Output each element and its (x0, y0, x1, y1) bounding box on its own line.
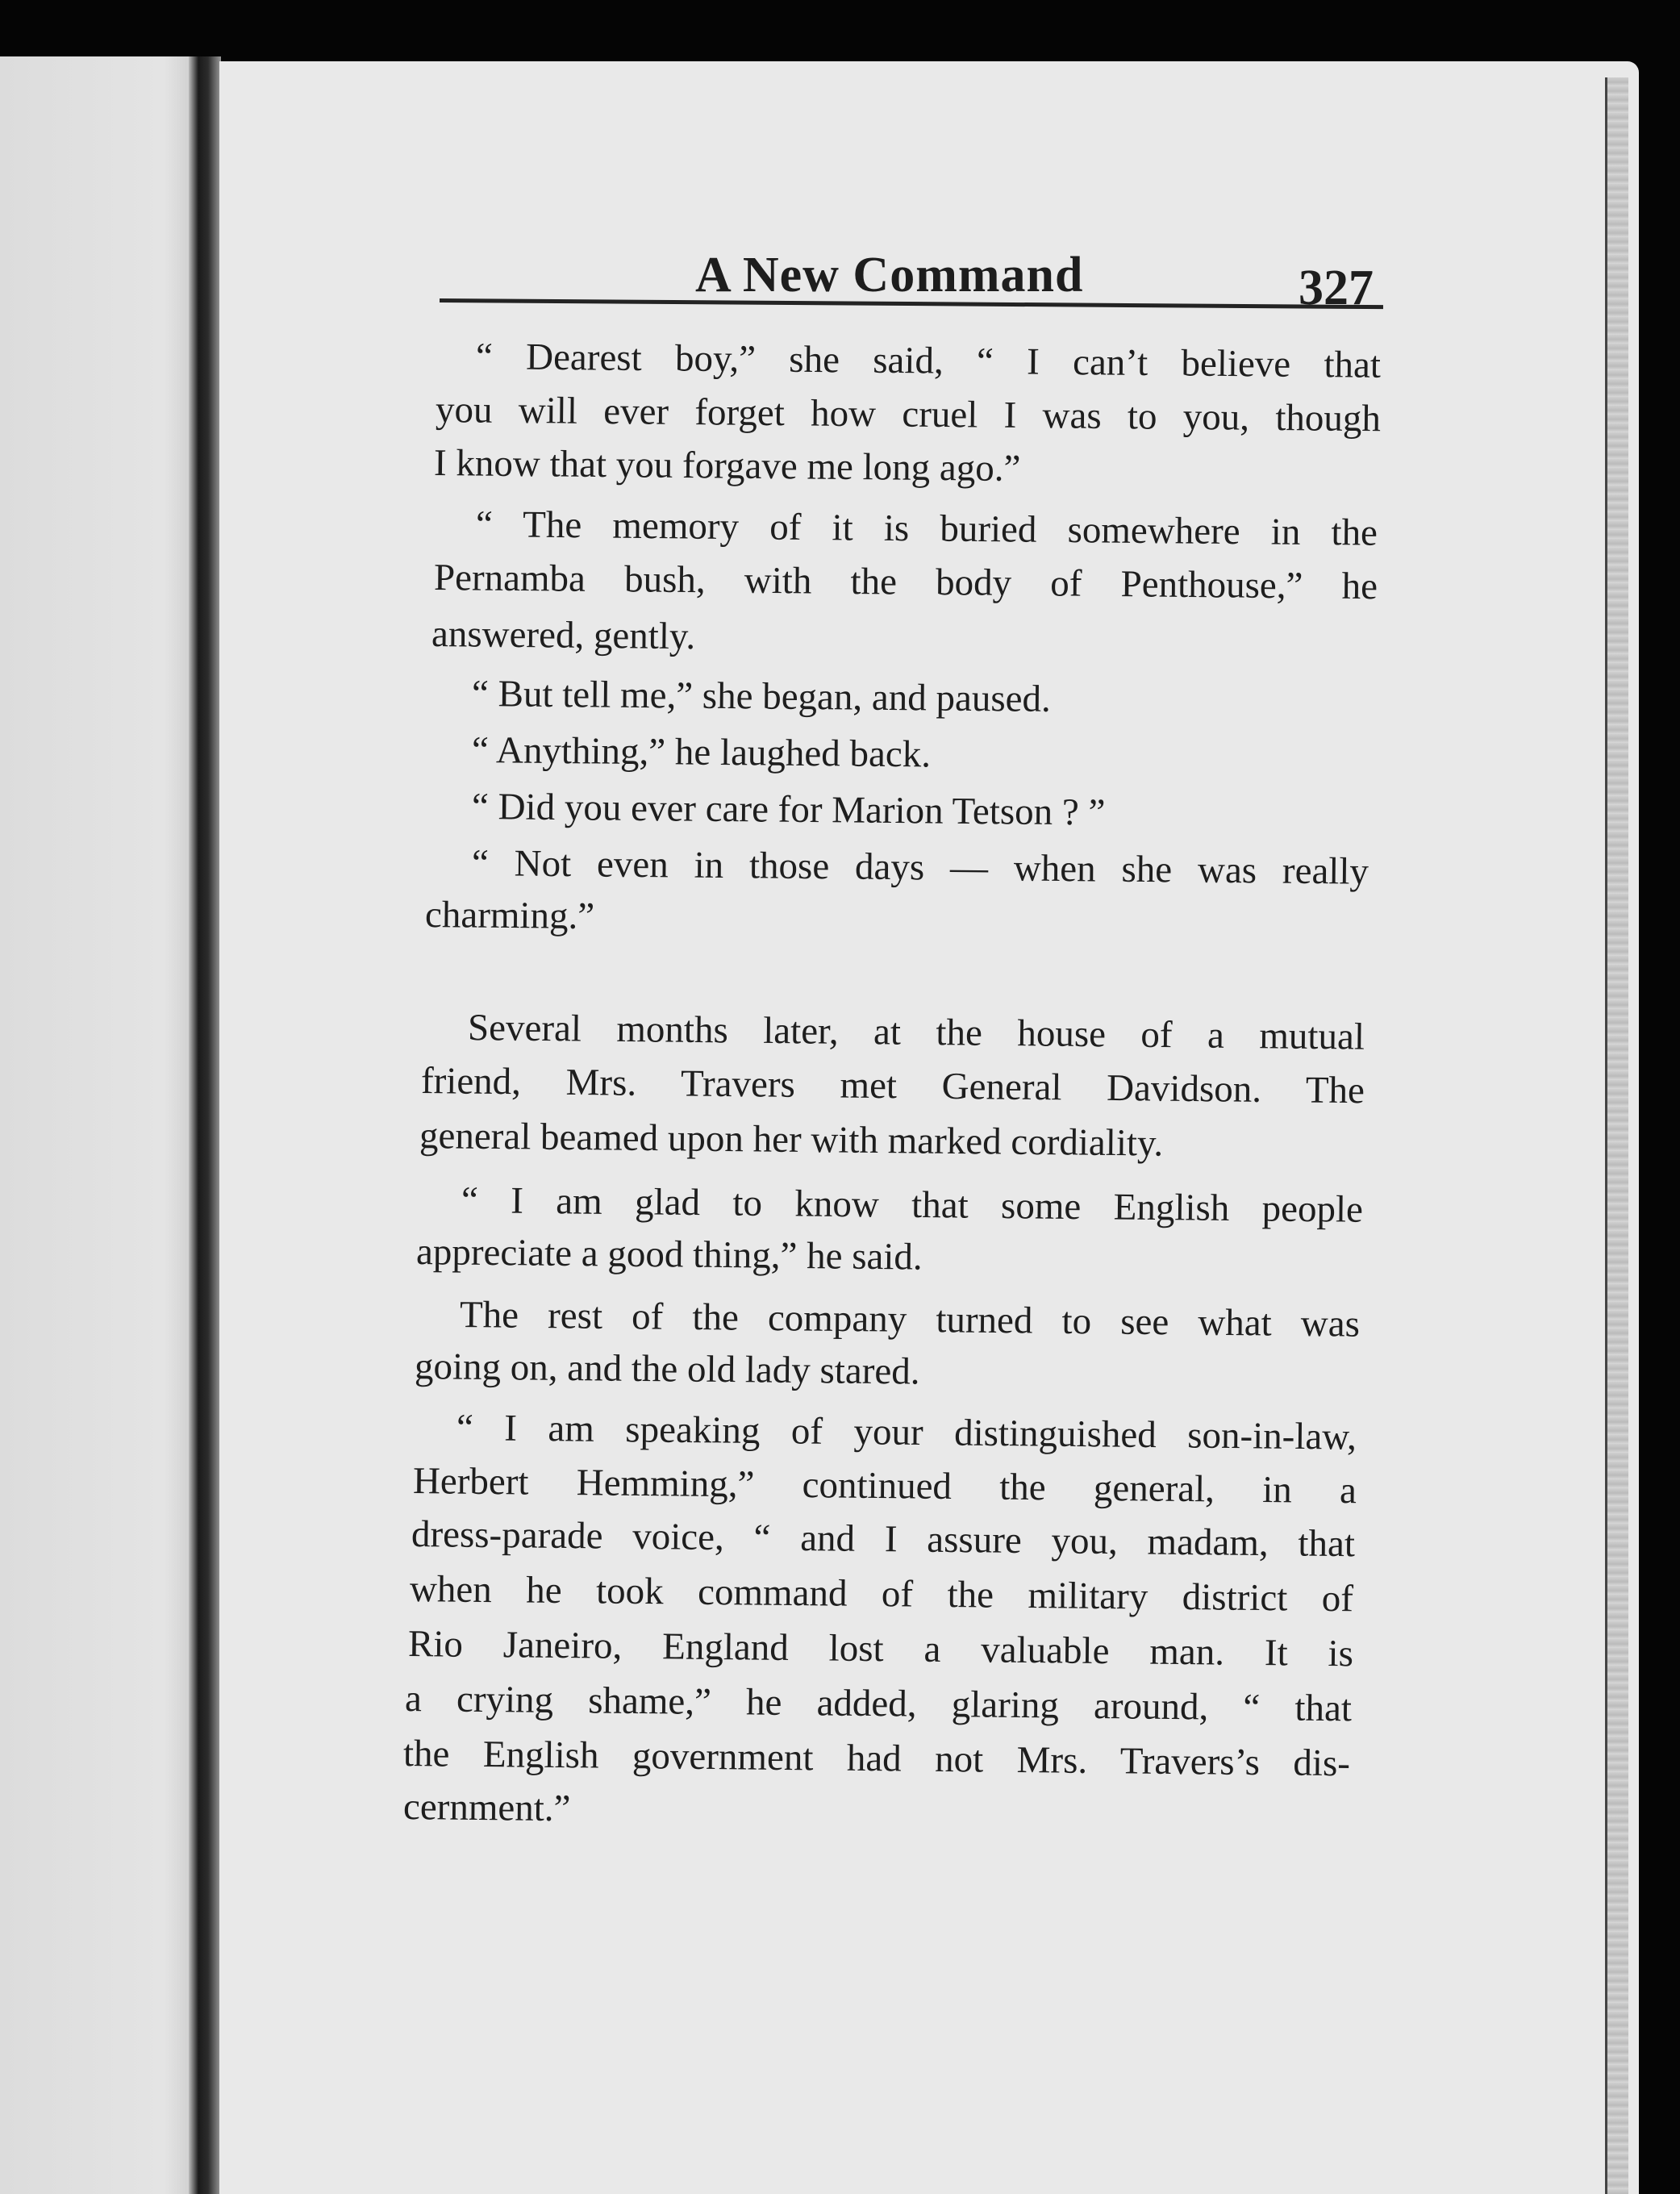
text-line: answered, gently. (431, 613, 696, 658)
text-line: “ The memory of it is buried somewhere in the (475, 503, 1378, 554)
text-line: charming.” (424, 894, 595, 938)
text-line: “ Dearest boy,” she said, “ I can’t believe that (475, 336, 1382, 386)
page-edge-stack (1605, 77, 1628, 2194)
text-line: “ I am speaking of your distinguished son-in-law, (456, 1407, 1357, 1458)
text-line: you will ever forget how cruel I was to you, though (435, 389, 1382, 440)
text-line: Rio Janeiro, England lost a valuable man. It is (407, 1623, 1354, 1675)
book-gutter (189, 56, 221, 2194)
text-line: friend, Mrs. Travers met General Davidson. The (420, 1060, 1365, 1112)
text-line: “ Anything,” he laughed back. (471, 729, 932, 776)
text-line: I know that you forgave me long ago.” (433, 442, 1021, 490)
page-number: 327 (1299, 261, 1374, 315)
text-line: when he took command of the military district of (409, 1568, 1354, 1620)
text-line: The rest of the company turned to see what was (459, 1294, 1361, 1345)
text-line: appreciate a good thing,” he said. (415, 1231, 923, 1278)
text-line: “ But tell me,” she began, and paused. (471, 673, 1052, 720)
text-line: cernment.” (402, 1786, 571, 1830)
facing-page-left (0, 56, 194, 2194)
text-line: a crying shame,” he added, glaring around, “ that (404, 1678, 1353, 1730)
text-line: “ Did you ever care for Marion Tetson ? ” (471, 786, 1106, 834)
text-line: Several months later, at the house of a mutual (467, 1007, 1365, 1058)
running-title: A New Command (695, 248, 1084, 302)
text-line: Herbert Hemming,” continued the general, in a (412, 1460, 1357, 1512)
text-line: the English government had not Mrs. Travers’s dis- (402, 1733, 1351, 1785)
text-line: Pernamba bush, with the body of Penthouse,” he (433, 557, 1378, 608)
text-line: “ Not even in those days — when she was really (471, 842, 1369, 893)
text-line: going on, and the old lady stared. (414, 1345, 920, 1393)
text-line: general beamed upon her with marked cordiality. (419, 1115, 1164, 1165)
text-line: “ I am glad to know that some English people (461, 1179, 1364, 1231)
text-line: dress-parade voice, “ and I assure you, madam, that (411, 1513, 1356, 1566)
